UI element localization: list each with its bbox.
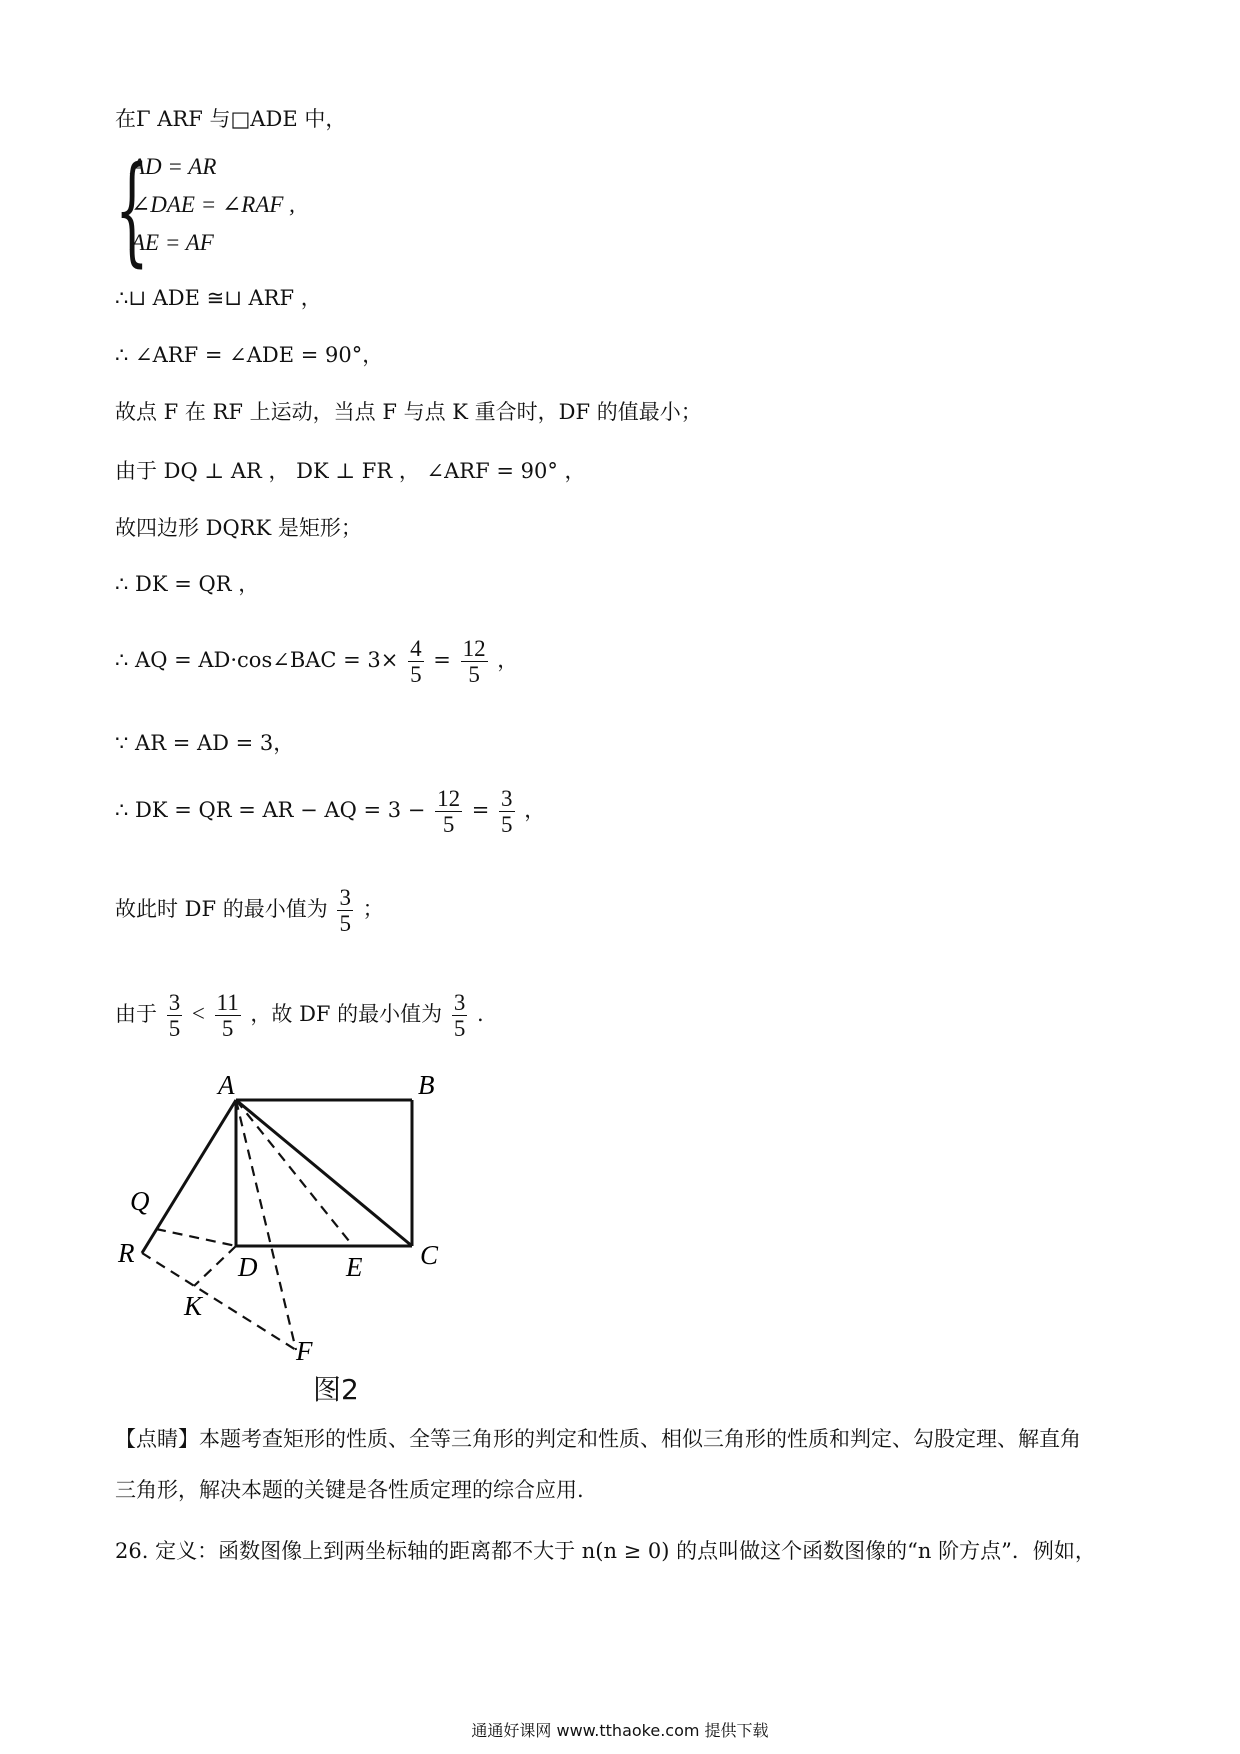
segment-dk	[194, 1246, 236, 1286]
page-footer: 通通好课网 www.tthaoke.com 提供下载	[471, 1721, 769, 1740]
punctuation: ；	[362, 897, 384, 921]
label-d: D	[238, 1252, 258, 1282]
fraction-denominator: 5	[221, 1016, 234, 1041]
fraction-11-5	[215, 990, 241, 1041]
fraction-4-5	[408, 636, 424, 687]
fraction-numerator: 4	[410, 636, 422, 661]
text-line-comparison	[115, 990, 484, 1041]
fraction-numerator: 3	[339, 885, 351, 910]
label-e: E	[346, 1252, 363, 1282]
text-line-aq	[115, 636, 518, 687]
fraction-numerator: 11	[216, 990, 239, 1015]
punctuation: .	[477, 1002, 484, 1026]
segment-af	[236, 1100, 296, 1350]
fraction-denominator: 5	[442, 812, 455, 837]
text-line-df-min	[115, 885, 384, 936]
dk-expression: ∴ DK = QR = AR − AQ = 3 −	[115, 798, 426, 822]
df-min-text: 故此时 DF 的最小值为	[115, 897, 328, 921]
fraction-denominator: 5	[501, 812, 513, 837]
text-line-triangles: 在Γ ARF 与□ADE 中，	[115, 107, 347, 131]
system-line-2: ∠DAE = ∠RAF ,	[131, 192, 295, 217]
punctuation: ，	[524, 798, 546, 822]
text-line-dk	[115, 786, 545, 837]
segment-ac	[236, 1100, 412, 1246]
text-line-congruent: ∴⊔ ADE ≅⊔ ARF ，	[115, 286, 322, 310]
aq-expression: ∴ AQ = AD·cos∠BAC = 3×	[115, 648, 399, 672]
comment-line-2: 三角形，解决本题的关键是各性质定理的综合应用.	[115, 1478, 584, 1502]
label-f: F	[296, 1336, 313, 1366]
less-than-sign: <	[191, 1001, 205, 1026]
fraction-3-5	[452, 990, 468, 1041]
fraction-numerator: 3	[168, 990, 181, 1015]
geometry-figure	[100, 1060, 460, 1370]
brace-icon: {	[115, 140, 149, 278]
problem-26-text: 26. 定义：函数图像上到两坐标轴的距离都不大于 n(n ≥ 0) 的点叫做这个函数图像的“n 阶方点”．例如，	[115, 1539, 1096, 1563]
equals-sign: =	[433, 648, 451, 672]
segment-rf	[142, 1253, 296, 1350]
comparison-prefix: 由于	[115, 1002, 157, 1026]
fraction-numerator: 3	[501, 786, 513, 811]
punctuation: ，	[497, 648, 519, 672]
label-r: R	[118, 1238, 135, 1268]
fraction-3-5	[337, 885, 353, 936]
system-line-3: AE = AF	[131, 230, 214, 255]
fraction-denominator: 5	[339, 911, 351, 936]
fraction-denominator: 5	[453, 1016, 466, 1041]
fraction-3-5	[167, 990, 183, 1041]
text-line-point-f: 故点 F 在 RF 上运动，当点 F 与点 K 重合时，DF 的值最小；	[115, 400, 702, 424]
text-line-dk-qr: ∴ DK = QR ，	[115, 572, 260, 596]
segment-qd	[156, 1229, 236, 1246]
label-k: K	[184, 1291, 203, 1321]
fraction-numerator: 3	[453, 990, 466, 1015]
label-q: Q	[130, 1186, 150, 1216]
label-c: C	[420, 1240, 439, 1270]
label-a: A	[218, 1070, 235, 1100]
fraction-numerator: 12	[462, 636, 486, 661]
figure-caption: 图2	[313, 1373, 359, 1406]
fraction-12-5	[461, 636, 488, 687]
fraction-numerator: 12	[437, 786, 461, 811]
fraction-denominator: 5	[410, 662, 422, 687]
comment-line-1: 【点睛】本题考查矩形的性质、全等三角形的判定和性质、相似三角形的性质和判定、勾股定理、解直角	[115, 1427, 1081, 1451]
fraction-denominator: 5	[468, 662, 480, 687]
fraction-3-5	[499, 786, 515, 837]
text-line-ar-ad: ∵ AR = AD = 3，	[115, 731, 295, 755]
system-line-1: AD = AR	[131, 154, 217, 179]
label-b: B	[418, 1070, 435, 1100]
fraction-12-5	[435, 786, 462, 837]
equals-sign: =	[471, 798, 490, 822]
text-line-perpendicular: 由于 DQ ⊥ AR ， DK ⊥ FR ， ∠ARF = 90° ，	[115, 459, 586, 483]
text-line-rectangle: 故四边形 DQRK 是矩形；	[115, 516, 362, 540]
fraction-denominator: 5	[168, 1016, 181, 1041]
comparison-text: ，故 DF 的最小值为	[250, 1002, 443, 1026]
text-line-angle: ∴ ∠ARF = ∠ADE = 90°，	[115, 343, 384, 367]
